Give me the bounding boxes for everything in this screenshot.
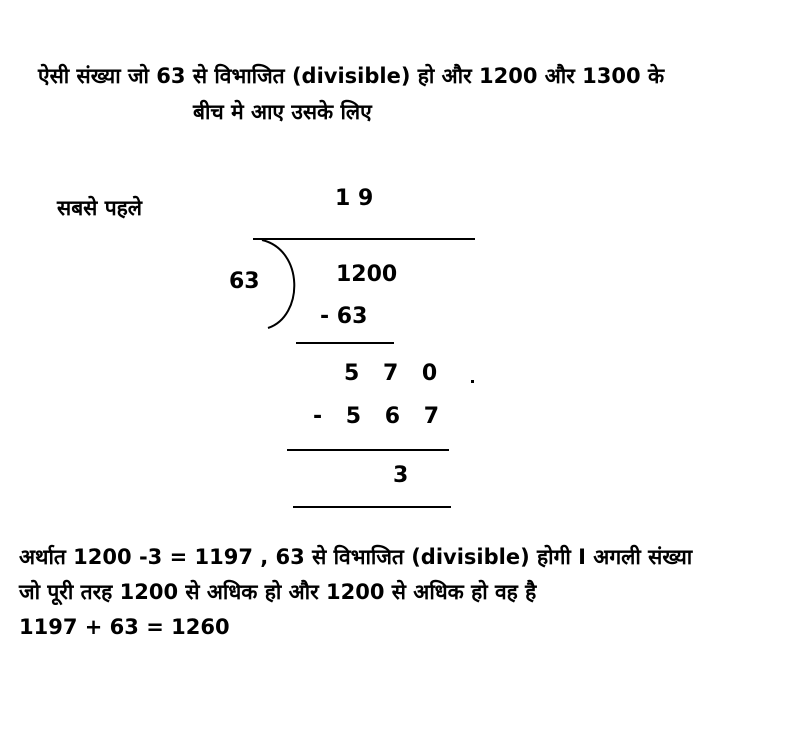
step1-line [296, 342, 394, 344]
step1-subtract: - 63 [320, 304, 368, 329]
step2-subtract: - 5 6 7 [313, 404, 448, 429]
stray-dot [471, 380, 474, 383]
dividend: 1200 [336, 262, 398, 287]
step1-result: 5 7 0 [344, 361, 446, 386]
label-first: सबसे पहले [57, 196, 143, 220]
quotient: 1 9 [335, 186, 374, 211]
remainder: 3 [393, 463, 409, 488]
conclusion-line-3: 1197 + 63 = 1260 [19, 615, 230, 639]
heading-line-1: ऐसी संख्या जो 63 से विभाजित (divisible) हो और 1200 और 1300 के [38, 64, 665, 88]
step2-line [287, 449, 449, 451]
division-bracket [262, 238, 302, 330]
divisor: 63 [229, 269, 260, 294]
conclusion-line-2: जो पूरी तरह 1200 से अधिक हो और 1200 से अधिक हो वह है [19, 580, 537, 604]
heading-line-2: बीच मे आए उसके लिए [193, 100, 372, 124]
remainder-line [293, 506, 451, 508]
conclusion-line-1: अर्थात 1200 -3 = 1197 , 63 से विभाजित (divisible) होगी I अगली संख्या [19, 545, 693, 569]
